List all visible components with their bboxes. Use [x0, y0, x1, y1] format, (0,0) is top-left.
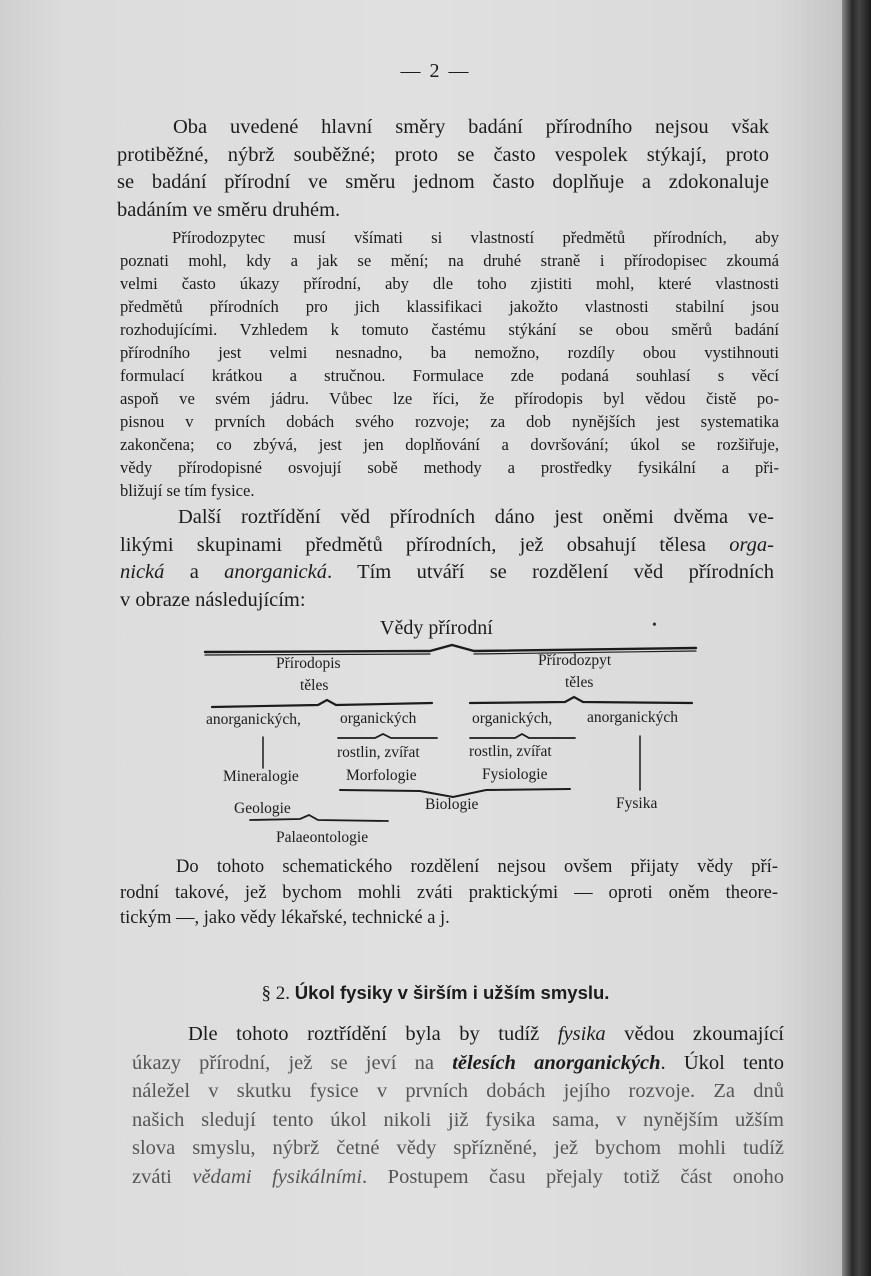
diagram-node-organickych-left: organických — [340, 710, 417, 727]
para5-line: slova smyslu, nýbrž četné vědy spřízněné, jež bychom mohli tudíž — [132, 1137, 784, 1159]
diagram-node-rostlin-zvirat-left: rostlin, zvířat — [337, 744, 420, 761]
para5-text: zváti — [132, 1165, 193, 1188]
diagram-node-morfologie: Morfologie — [346, 767, 417, 784]
section-heading — [0, 982, 871, 1005]
paragraph-5 — [132, 1020, 784, 1191]
para5-line — [132, 1020, 784, 1049]
diagram-node-prirodozpyt: Přírodozpyt — [538, 652, 612, 669]
diagram-node-fysika: Fysika — [616, 795, 658, 812]
para5-text: Dle tohoto roztřídění byla by tudíž — [188, 1023, 558, 1045]
para3-italic: anorganická — [224, 561, 328, 583]
para3-line: Další roztřídění věd přírodních dáno jest oněmi dvěma ve- — [178, 506, 774, 528]
diagram-node-organickych-right: organických, — [472, 710, 553, 727]
para2-line: přírodního jest velmi nesnadno, ba nemožno, rozdíly obou vystihnouti — [120, 343, 779, 362]
para3-italic: nická — [120, 561, 165, 583]
section-title: Úkol fysiky v širším i užším smyslu. — [294, 982, 610, 1003]
para1-line: protiběžné, nýbrž souběžné; proto se často vespolek stýkají, proto — [117, 143, 769, 166]
diagram-node-mineralogie: Mineralogie — [223, 768, 299, 785]
para1-line: badáním ve směru druhém. — [117, 198, 341, 221]
para2-line: bližují se tím fysice. — [120, 481, 255, 500]
para2-line: formulací krátkou a stručnou. Formulace zde podaná souhlasí s věcí — [120, 366, 779, 385]
para4-line: rodní takové, jež bychom mohli zváti praktickými — oproti oněm theore- — [120, 882, 778, 903]
para2-line: velmi často úkazy přírodní, aby dle toho zjistiti mohl, které vlastnosti — [120, 274, 779, 293]
para5-text: . Úkol tento — [660, 1051, 784, 1074]
para5-italic: fysika — [557, 1023, 606, 1045]
para3-line: v obraze následujícím: — [120, 588, 306, 611]
para2-line: předmětů přírodních pro jich klassifikaci jakožto vlastnosti stabilní jsou — [120, 297, 779, 316]
para2-line: zakončena; co zbývá, jest jen doplňování a dovršování; úkol se rozšiřuje, — [120, 435, 779, 454]
para3-text: likými skupinami předmětů přírodních, jež obsahují tělesa — [120, 533, 730, 556]
page-number: — 2 — — [400, 60, 471, 82]
para5-line: náležel v skutku fysice v prvních dobách jejího rozvoje. Za dnů — [132, 1080, 784, 1102]
para3-text: a — [164, 561, 225, 583]
diagram-node-geologie: Geologie — [234, 800, 291, 817]
para2-line: Přírodozpytec musí všímati si vlastností předmětů přírodních, aby — [172, 228, 779, 247]
diagram-node-anorganickych-right: anorganických — [587, 709, 678, 726]
para1-line: se badání přírodní ve směru jednom často doplňuje a zdokonaluje — [117, 171, 769, 193]
diagram-node-biologie: Biologie — [425, 796, 479, 813]
paragraph-4 — [120, 855, 778, 932]
para5-text: vědou zkoumající — [605, 1023, 784, 1045]
diagram-node-anorganickych-left: anorganických, — [206, 711, 301, 728]
para5-line — [132, 1049, 784, 1078]
para2-line: pisnou v prvních dobách svého rozvoje; za dob nynějších jest systematika — [120, 412, 779, 431]
para2-line: rozhodujícími. Vzhledem k tomuto častému stýkání se obou směrů badání — [120, 320, 779, 339]
para5-italic: tělesích anorganických — [452, 1051, 661, 1074]
diagram-node-rostlin-zvirat-right: rostlin, zvířat — [469, 743, 552, 760]
para5-line — [132, 1163, 784, 1192]
para4-line: Do tohoto schematického rozdělení nejsou ovšem přijaty vědy pří- — [176, 857, 778, 877]
para1-line: Oba uvedené hlavní směry badání přírodního nejsou však — [173, 116, 769, 138]
section-number: § 2. — [261, 983, 295, 1004]
para5-line: našich sledují tento úkol nikoli již fysika sama, v nynějším užším — [132, 1108, 784, 1131]
diagram-title: Vědy přírodní — [380, 617, 493, 639]
diagram-node-fysiologie: Fysiologie — [482, 766, 548, 783]
para2-line: aspoň ve svém jádru. Vůbec lze říci, že přírodopis byl vědou čistě po- — [120, 389, 779, 408]
para5-italic: vědami fysikálními — [192, 1165, 363, 1188]
para2-line: vědy přírodopisné osvojují sobě methody a prostředky fysikální a při- — [120, 458, 779, 477]
para4-line: tickým —, jako vědy lékařské, technické a j. — [120, 908, 450, 928]
diagram-node-palaeontologie: Palaeontologie — [276, 829, 369, 846]
diagram-node-prirodozpyt-teles: těles — [565, 674, 594, 691]
para3-text: . Tím utváří se rozdělení věd přírodních — [327, 561, 774, 583]
para5-text: . Postupem času přejaly totiž část onoho — [362, 1165, 784, 1188]
diagram-node-prirodopis: Přírodopis — [276, 655, 341, 672]
para5-text: úkazy přírodní, jež se jeví na — [132, 1051, 453, 1074]
printer-mark: • — [652, 618, 657, 633]
diagram-node-prirodopis-teles: těles — [300, 677, 329, 694]
para3-italic: orga- — [729, 533, 774, 556]
para2-line: poznati mohl, kdy a jak se mění; na druhé straně i přírodopisec zkoumá — [120, 251, 779, 270]
